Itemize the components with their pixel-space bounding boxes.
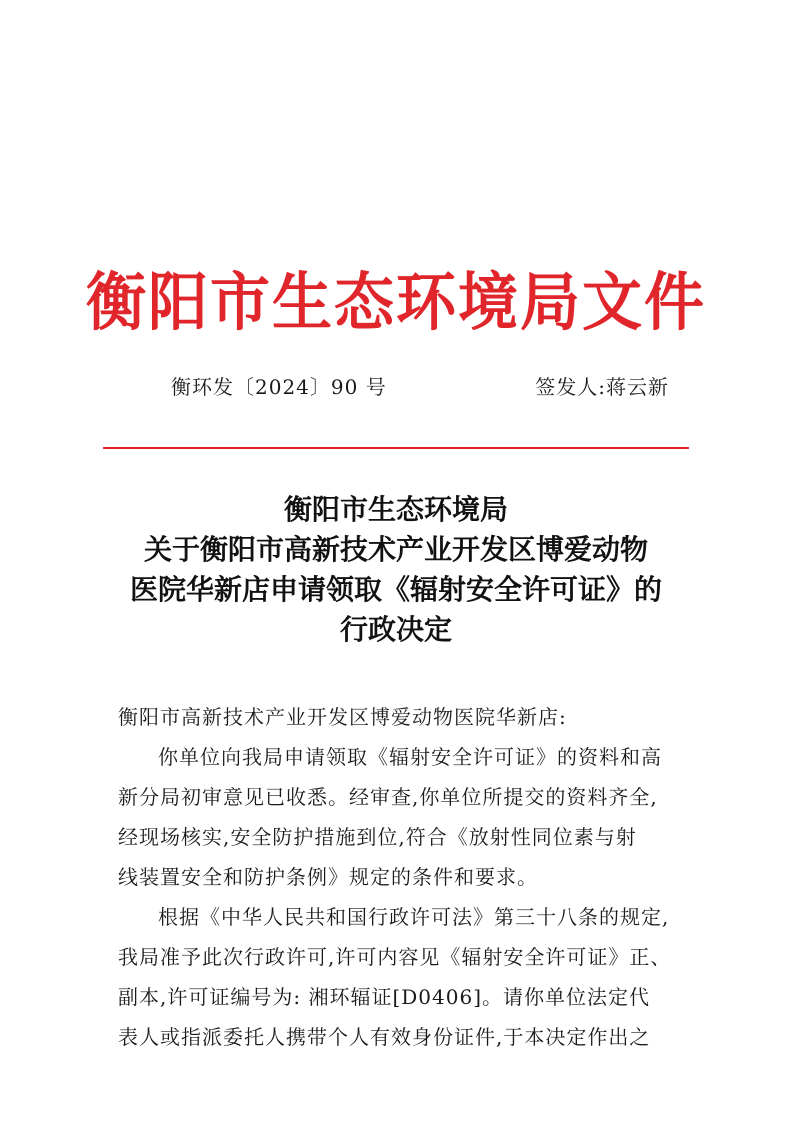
body-line: 副本,许可证编号为: 湘环辐证[D0406]。请你单位法定代 — [118, 985, 650, 1009]
title-line: 医院华新店申请领取《辐射安全许可证》的 — [129, 573, 662, 606]
signer-label: 签发人:蒋云新 — [535, 375, 669, 399]
body-line: 根据《中华人民共和国行政许可法》第三十八条的规定, — [158, 905, 670, 929]
body-line: 新分局初审意见已收悉。经审查,你单位所提交的资料齐全, — [118, 785, 658, 809]
body-line: 我局准予此次行政许可,许可内容见《辐射安全许可证》正、 — [118, 945, 672, 969]
addressee-line: 衡阳市高新技术产业开发区博爱动物医院华新店: — [118, 705, 567, 729]
body-line: 线装置安全和防护条例》规定的条件和要求。 — [118, 865, 538, 889]
header-divider — [103, 447, 689, 449]
decision-title — [90, 490, 702, 650]
document-number: 衡环发〔2024〕90 号 — [171, 375, 387, 399]
title-line: 行政决定 — [339, 613, 452, 646]
body-line: 经现场核实,安全防护措施到位,符合《放射性同位素与射 — [118, 825, 637, 849]
title-line: 衡阳市生态环境局 — [283, 493, 508, 526]
body-line: 你单位向我局申请领取《辐射安全许可证》的资料和高 — [158, 745, 662, 769]
title-line: 关于衡阳市高新技术产业开发区博爱动物 — [143, 533, 648, 566]
document-body — [118, 697, 678, 1057]
body-line: 表人或指派委托人携带个人有效身份证件,于本决定作出之 — [118, 1025, 651, 1049]
document-header-title: 衡阳市生态环境局文件 — [86, 266, 706, 340]
